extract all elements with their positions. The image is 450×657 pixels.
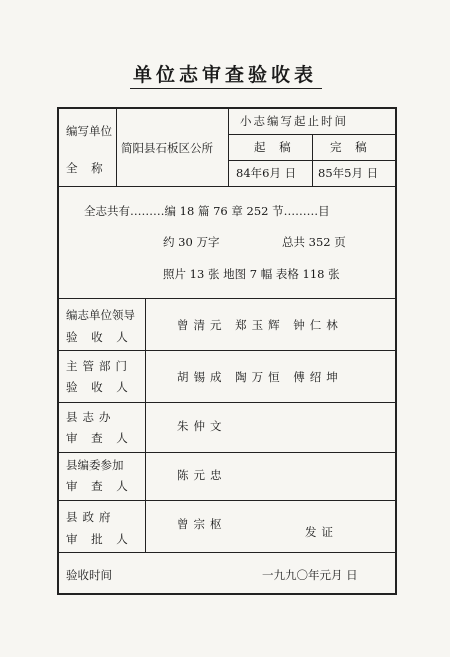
row-5-label-1: 县政府 <box>66 510 116 524</box>
acceptance-label: 验收时间 <box>66 568 112 582</box>
acceptance-date: 一九九〇年元月 日 <box>262 568 358 582</box>
title-underline <box>130 88 322 89</box>
row-4-label-1: 县编委参加 <box>66 458 124 472</box>
top-section-rule <box>58 186 396 187</box>
summary-line-1: 全志共有………编 18 篇 76 章 252 节………目 <box>84 204 330 218</box>
row-rule-1 <box>58 350 396 351</box>
row-5-label-2: 审 批 人 <box>66 532 133 546</box>
row-2-label-2: 验 收 人 <box>66 380 133 394</box>
row-3-value: 朱仲文 <box>177 419 227 433</box>
summary-words: 约 30 万字 <box>163 235 220 249</box>
summary-line-3: 照片 13 张 地图 7 幅 表格 118 张 <box>163 267 340 281</box>
period-mid-divider <box>312 134 313 186</box>
form-title: 单位志审查验收表 <box>132 64 317 86</box>
compiler-label-1: 编写单位 <box>66 124 112 138</box>
header-divider-2 <box>228 108 229 186</box>
row-4-label-2: 审 查 人 <box>66 479 133 493</box>
summary-pages: 总共 352 页 <box>282 235 346 249</box>
period-start-value: 84年6月 日 <box>236 166 297 180</box>
row-3-label-1: 县志办 <box>66 410 116 424</box>
compiler-label-2: 全 称 <box>66 161 108 175</box>
row-rule-4 <box>58 500 396 501</box>
row-2-label-1: 主管部门 <box>66 359 132 373</box>
row-1-value: 曾清元 郑玉辉 钟仁林 <box>177 318 343 332</box>
row-rule-2 <box>58 402 396 403</box>
period-start-label: 起 稿 <box>254 140 296 154</box>
row-5-extra: 发证 <box>305 525 338 539</box>
period-header: 小志编写起止时间 <box>240 114 348 128</box>
row-1-label-2: 验 收 人 <box>66 330 133 344</box>
row-3-label-2: 审 查 人 <box>66 431 133 445</box>
period-end-label: 完 稿 <box>330 140 372 154</box>
row-1-label-1: 编志单位领导 <box>66 308 135 322</box>
row-rule-3 <box>58 452 396 453</box>
period-end-value: 85年5月 日 <box>318 166 379 180</box>
row-rule-5 <box>58 552 396 553</box>
row-4-value: 陈元忠 <box>177 468 227 482</box>
row-2-value: 胡锡成 陶万恒 傅绍坤 <box>177 370 343 384</box>
header-divider-1 <box>116 108 117 186</box>
summary-bottom-rule <box>58 298 396 299</box>
row-5-value: 曾宗枢 <box>177 517 227 531</box>
rows-divider <box>145 298 146 552</box>
compiler-name: 简阳县石板区公所 <box>121 141 213 155</box>
